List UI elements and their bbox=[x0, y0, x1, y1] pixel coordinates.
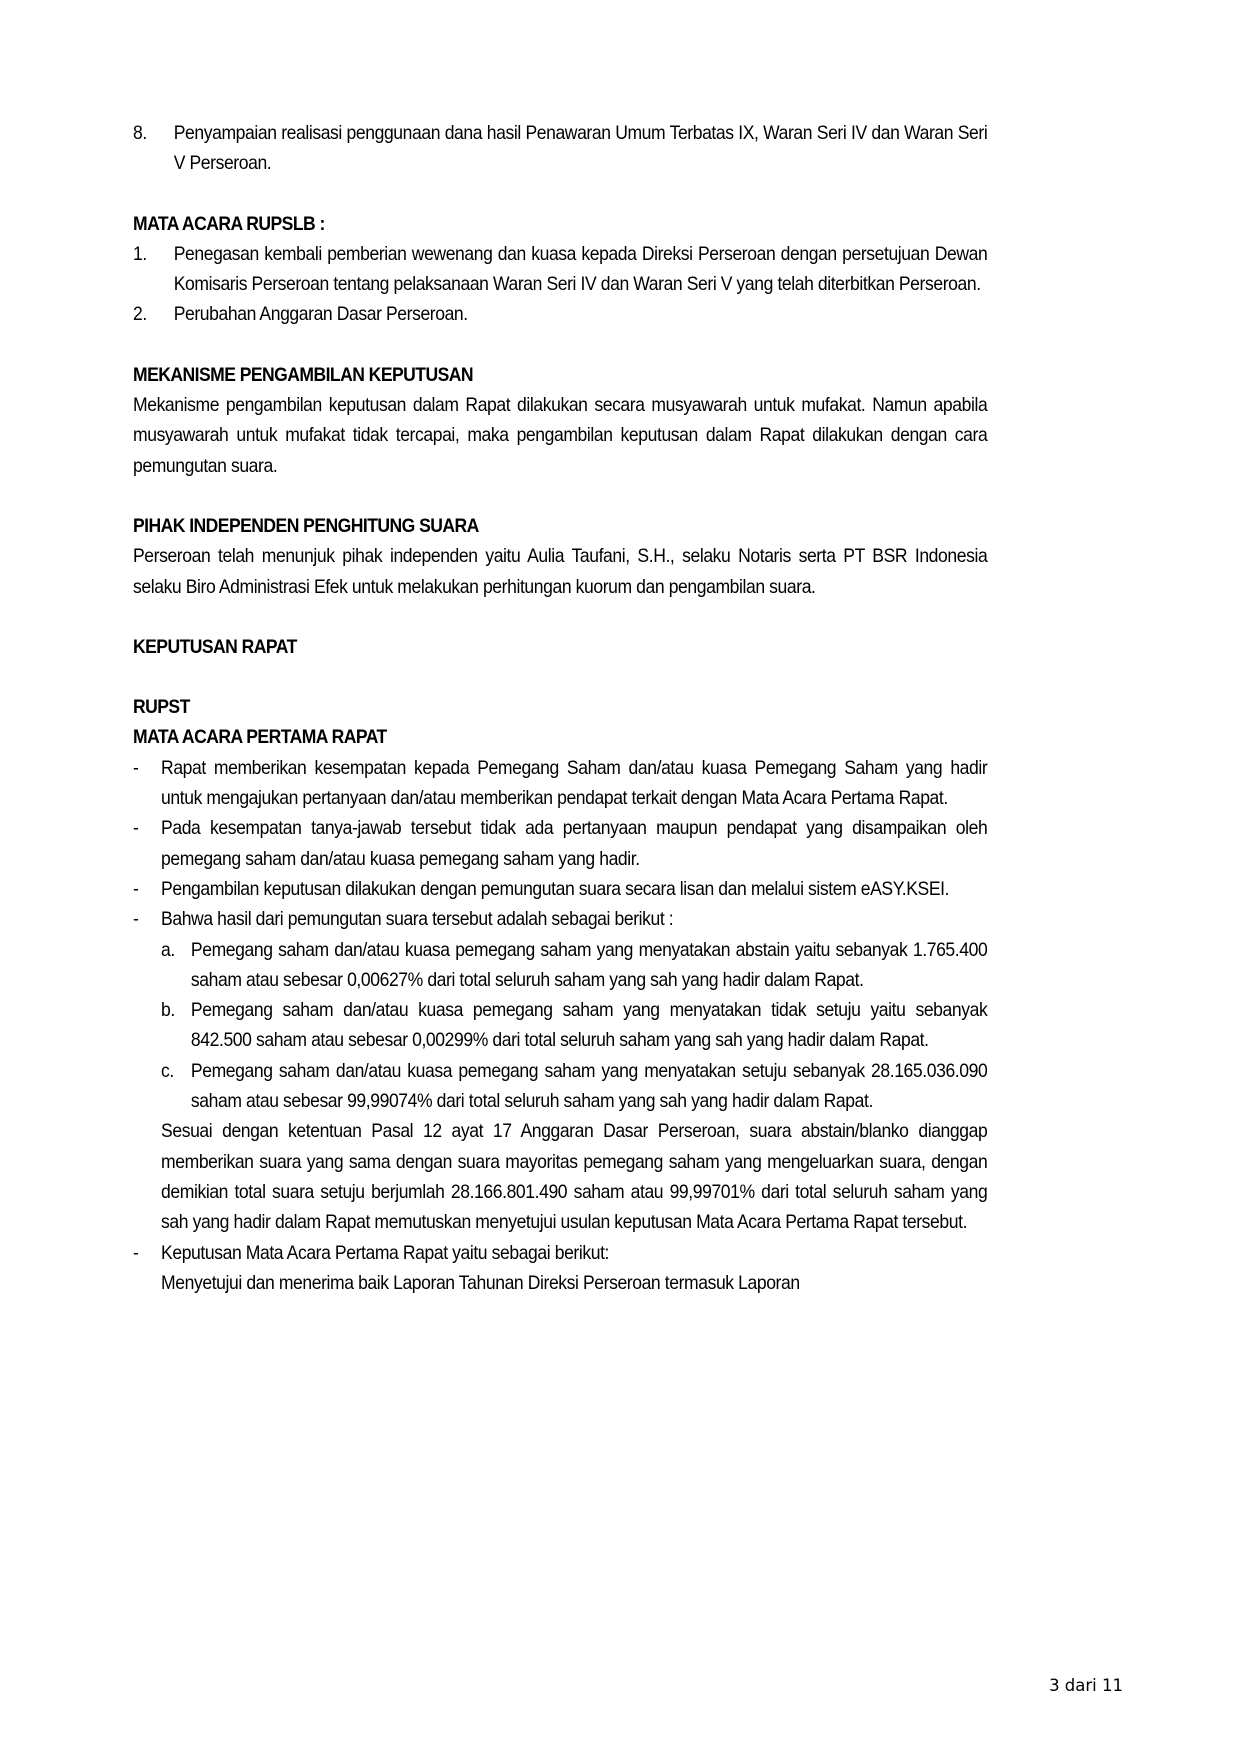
list-item-text: Pada kesempatan tanya-jawab tersebut tidak ada pertanyaan maupun pendapat yang disampaikan oleh pemegang saham dan/atau kuasa pemegang saham yang hadir. bbox=[161, 817, 988, 870]
heading-rupst: RUPST bbox=[133, 696, 190, 719]
page-footer: 3 dari 11 bbox=[1049, 1676, 1123, 1695]
list-item-bullet bbox=[133, 874, 987, 904]
list-item-8 bbox=[133, 118, 987, 179]
vote-result-item-a bbox=[161, 935, 987, 996]
list-marker: - bbox=[133, 817, 139, 840]
paragraph-mekanisme: Mekanisme pengambilan keputusan dalam Rapat dilakukan secara musyawarah untuk mufakat. Namun apabila musyawarah untuk mufakat tidak tercapai, maka pengambilan keputusan dalam Rapat dilakukan dengan cara pemungutan suara. bbox=[133, 394, 988, 477]
list-marker: b. bbox=[161, 999, 175, 1022]
heading-mekanisme-pengambilan-keputusan: MEKANISME PENGAMBILAN KEPUTUSAN bbox=[133, 363, 474, 386]
list-item-text: Penyampaian realisasi penggunaan dana hasil Penawaran Umum Terbatas IX, Waran Seri IV dan Waran Seri V Perseroan. bbox=[173, 122, 988, 175]
list-marker: - bbox=[133, 756, 139, 779]
vote-result-text: Pemegang saham dan/atau kuasa pemegang saham yang menyatakan abstain yaitu sebanyak 1.765.400 saham atau sebesar 0,00627% dari total seluruh saham yang sah yang hadir dalam Rapat. bbox=[190, 938, 988, 991]
list-item-text: Perubahan Anggaran Dasar Perseroan. bbox=[173, 303, 468, 326]
vote-result-item-c bbox=[161, 1056, 987, 1117]
paragraph-pihak-independen: Perseroan telah menunjuk pihak independen yaitu Aulia Taufani, S.H., selaku Notaris serta PT BSR Indonesia selaku Biro Administrasi Efek untuk melakukan perhitungan kuorum dan pengambilan suara. bbox=[133, 545, 988, 598]
list-item-keputusan bbox=[133, 1238, 987, 1268]
spacer bbox=[133, 179, 987, 209]
list-marker: c. bbox=[161, 1059, 174, 1082]
list-marker: 1. bbox=[133, 242, 147, 265]
heading-pihak-independen-penghitung-suara: PIHAK INDEPENDEN PENGHITUNG SUARA bbox=[133, 514, 479, 537]
list-item-bullet bbox=[133, 813, 987, 874]
list-item-text: Pengambilan keputusan dilakukan dengan pemungutan suara secara lisan dan melalui sistem eASY.KSEI. bbox=[161, 877, 950, 900]
spacer bbox=[133, 330, 987, 360]
document-body bbox=[133, 118, 987, 1298]
heading-mata-acara-rupslb: MATA ACARA RUPSLB : bbox=[133, 212, 325, 235]
list-item-rupslb-2 bbox=[133, 299, 987, 329]
list-marker: - bbox=[133, 908, 139, 931]
list-item-text: Bahwa hasil dari pemungutan suara tersebut adalah sebagai berikut : bbox=[161, 908, 674, 931]
paragraph-keputusan-body: Menyetujui dan menerima baik Laporan Tahunan Direksi Perseroan termasuk Laporan bbox=[161, 1271, 800, 1294]
spacer bbox=[133, 481, 987, 511]
vote-result-item-b bbox=[161, 995, 987, 1056]
vote-result-text: Pemegang saham dan/atau kuasa pemegang saham yang menyatakan setuju sebanyak 28.165.036.090 saham atau sebesar 99,99074% dari total seluruh saham yang sah yang hadir dalam Rapat. bbox=[190, 1059, 988, 1113]
spacer bbox=[133, 602, 987, 632]
spacer bbox=[133, 662, 987, 692]
list-marker: - bbox=[133, 1241, 139, 1264]
list-marker: - bbox=[133, 877, 139, 900]
list-item-text: Rapat memberikan kesempatan kepada Pemegang Saham dan/atau kuasa Pemegang Saham yang hadir untuk mengajukan pertanyaan dan/atau memberikan pendapat terkait dengan Mata Acara Pertama Rapat. bbox=[161, 756, 988, 810]
list-marker: a. bbox=[161, 938, 175, 961]
heading-mata-acara-pertama-rapat: MATA ACARA PERTAMA RAPAT bbox=[133, 726, 387, 749]
list-marker: 2. bbox=[133, 303, 147, 326]
list-item-text: Keputusan Mata Acara Pertama Rapat yaitu sebagai berikut: bbox=[161, 1241, 610, 1264]
heading-keputusan-rapat: KEPUTUSAN RAPAT bbox=[133, 635, 297, 658]
paragraph-pasal-12: Sesuai dengan ketentuan Pasal 12 ayat 17 Anggaran Dasar Perseroan, suara abstain/blanko dianggap memberikan suara yang sama dengan suara mayoritas pemegang saham yang mengeluarkan suara, dengan demikian total suara setuju berjumlah 28.166.801.490 saham atau 99,99701% dari total seluruh saham yang sah yang hadir dalam Rapat memutuskan menyetujui usulan keputusan Mata Acara Pertama Rapat tersebut. bbox=[161, 1120, 988, 1234]
list-item-rupslb-1 bbox=[133, 239, 987, 300]
list-item-bullet bbox=[133, 904, 987, 934]
list-item-text: Penegasan kembali pemberian wewenang dan kuasa kepada Direksi Perseroan dengan persetujuan Dewan Komisaris Perseroan tentang pelaksanaan Waran Seri IV dan Waran Seri V yang telah diterbitkan Perseroan. bbox=[173, 242, 988, 296]
list-item-bullet bbox=[133, 753, 987, 814]
list-marker: 8. bbox=[133, 122, 147, 144]
vote-result-text: Pemegang saham dan/atau kuasa pemegang saham yang menyatakan tidak setuju yaitu sebanyak 842.500 saham atau sebesar 0,00299% dari total seluruh saham yang sah yang hadir dalam Rapat. bbox=[190, 999, 988, 1052]
